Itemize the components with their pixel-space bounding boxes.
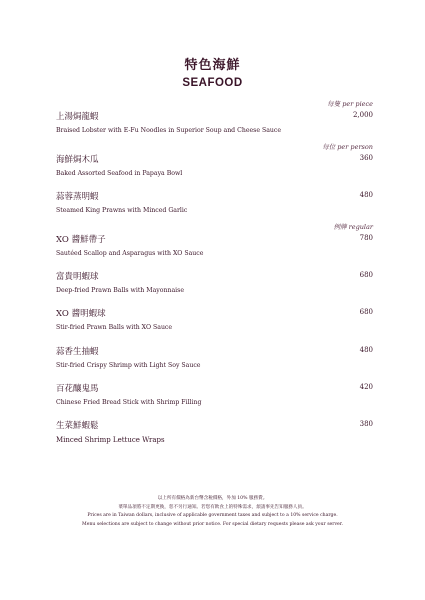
menu-item (56, 270, 373, 302)
footer-line-tax-zh: 以上所有價格為新台幣含稅價格，外加 10% 服務費。 (157, 496, 268, 501)
menu-item-name-zh: XO 醬明蝦球 (56, 309, 106, 319)
menu-item-price: 380 (359, 420, 373, 428)
menu-item-price: 680 (359, 271, 373, 279)
menu-item-name-en: Stir-fried Prawn Balls with XO Sauce (56, 324, 173, 331)
menu-item-name-zh: 生菜鮮蝦鬆 (56, 421, 99, 431)
menu-item-name-en: Baked Assorted Seafood in Papaya Bowl (56, 170, 183, 177)
menu-item-name-en: Deep-fried Prawn Balls with Mayonnaise (56, 287, 184, 294)
unit-label-per-person: 每位 per person (322, 143, 373, 151)
menu-item (56, 419, 373, 451)
menu-item-price: 680 (359, 308, 373, 316)
menu-item-price: 420 (359, 383, 373, 391)
menu-item-price: 480 (359, 346, 373, 354)
menu-item-price: 780 (359, 234, 373, 242)
footer-line-tax-en: Prices are in Taiwan dollars, inclusive of applicable government taxes and subject to a 10% service charge. (87, 513, 338, 519)
page-title-chinese: 特色海鮮 (184, 58, 241, 73)
page-title-english: SEAFOOD (182, 77, 243, 89)
menu-item (56, 345, 373, 377)
menu-item (56, 153, 373, 185)
unit-label-regular: 例牌 regular (333, 223, 373, 231)
footer-line-notice-en: Menu selections are subject to change without prior notice. For special dietary requests please ask your server. (82, 521, 343, 527)
menu-item (56, 110, 373, 142)
footer-note (40, 495, 385, 529)
menu-item-name-zh: 百花釀鬼馬 (56, 384, 99, 394)
menu-item-name-zh: 蒜蓉蒸明蝦 (56, 192, 99, 202)
menu-item (56, 382, 373, 414)
menu-item (56, 233, 373, 265)
menu-item-name-zh: 上湯焗龍蝦 (56, 112, 99, 122)
menu-item-price: 480 (359, 191, 373, 199)
menu-item-name-en: Stir-fried Crispy Shrimp with Light Soy Sauce (56, 362, 201, 369)
menu-item-name-zh: XO 醬鮮帶子 (56, 235, 106, 245)
menu-item-name-en: Braised Lobster with E-Fu Noodles in Superior Soup and Cheese Sauce (56, 127, 281, 134)
menu-item-name-en: Minced Shrimp Lettuce Wraps (56, 436, 165, 444)
menu-item-name-zh: 蒜香生抽蝦 (56, 347, 99, 357)
menu-item-price: 2,000 (352, 111, 373, 119)
menu-item-name-en: Sautéed Scallop and Asparagus with XO Sauce (56, 250, 204, 257)
menu-item-price: 360 (359, 154, 373, 162)
menu-item-name-zh: 富貴明蝦球 (56, 272, 99, 282)
menu-item-name-zh: 海鮮焗木瓜 (56, 155, 99, 165)
footer-line-notice-zh: 菜單品項將不定期更換，恕不另行通知。若您有飲食上的特殊需求，煩請事先告知服務人員。 (118, 504, 307, 510)
menu-item (56, 190, 373, 222)
menu-item (56, 307, 373, 339)
unit-label-per-piece: 每隻 per piece (327, 100, 373, 108)
menu-item-name-en: Chinese Fried Bread Stick with Shrimp Filling (56, 399, 202, 406)
menu-item-name-en: Steamed King Prawns with Minced Garlic (56, 207, 188, 214)
